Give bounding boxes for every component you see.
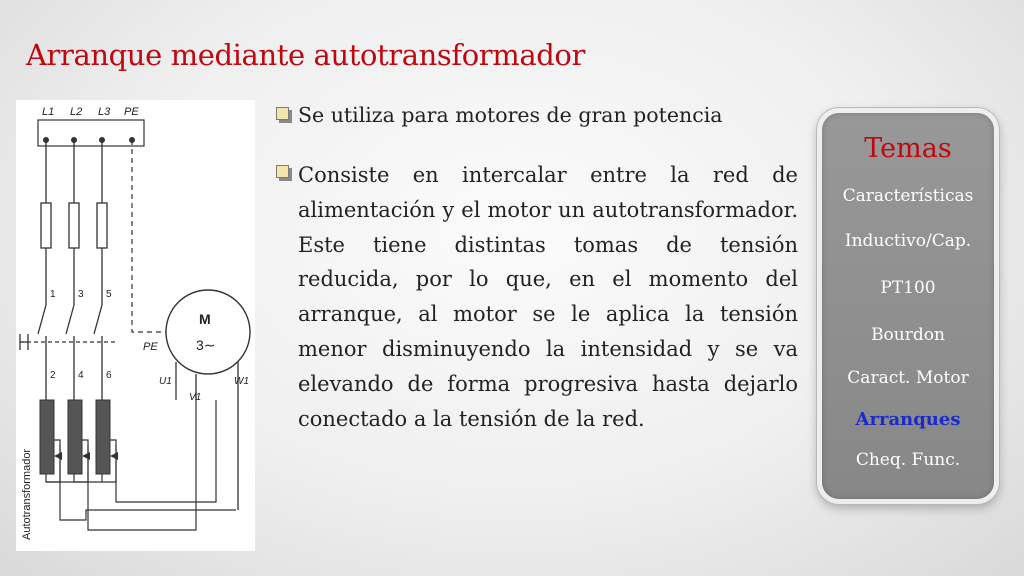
topic-inductivo[interactable]: Inductivo/Cap. (844, 231, 972, 251)
topic-caracteristicas[interactable]: Características (842, 186, 974, 206)
topic-caract-motor[interactable]: Caract. Motor (847, 368, 969, 388)
motor-phase: 3∼ (196, 337, 216, 353)
terminal-2: 2 (50, 370, 56, 381)
bullet-list (276, 100, 798, 436)
terminal-4: 4 (78, 370, 84, 381)
wiring-diagram-svg (16, 100, 255, 551)
topic-pt100[interactable]: PT100 (880, 278, 936, 298)
line-label-pe: PE (124, 106, 139, 118)
bullet-item (276, 100, 798, 130)
topic-cheq-func[interactable]: Cheq. Func. (855, 450, 961, 470)
fuses (41, 203, 107, 248)
terminal-3: 3 (78, 289, 84, 300)
topic-bourdon[interactable]: Bourdon (871, 325, 945, 345)
terminal-5: 5 (106, 289, 112, 300)
line-label-l1: L1 (42, 106, 55, 118)
winding-v1: V1 (189, 392, 202, 403)
slide-title: Arranque mediante autotransformador (26, 38, 585, 72)
wiring-diagram (16, 100, 255, 551)
pe-label: PE (143, 341, 158, 353)
autotransformer-label: Autotransformador (21, 448, 33, 540)
terminal-box (38, 120, 144, 146)
bullet-text: Consiste en intercalar entre la red de alimentación y el motor un autotransformador. Este tiene distintas tomas de tensión reducida, por lo que, en el momento del arranque, al motor se le aplica la tensión menor disminuyendo la intensidad y se va elevando de forma progresiva hasta dejarlo conectado a la tensión de la red. (298, 163, 798, 431)
line-label-l3: L3 (98, 106, 111, 118)
bullet-square-icon (276, 165, 292, 181)
motor (159, 290, 250, 510)
topics-title: Temas (864, 133, 952, 164)
bullet-text: Se utiliza para motores de gran potencia (298, 103, 723, 127)
autotransformer-windings (40, 392, 236, 530)
terminal-1: 1 (50, 289, 56, 300)
terminal-dots (43, 137, 135, 143)
winding-w1: W1 (234, 376, 249, 387)
pe-wire (132, 140, 166, 332)
winding-u1: U1 (159, 376, 172, 387)
motor-letter: M (199, 311, 211, 327)
terminal-6: 6 (106, 370, 112, 381)
bullet-item (276, 158, 798, 436)
phase-lines (46, 140, 102, 400)
line-label-l2: L2 (70, 106, 83, 118)
bullet-square-icon (276, 107, 292, 123)
topics-panel (817, 108, 999, 504)
topic-arranques[interactable]: Arranques (855, 409, 961, 430)
